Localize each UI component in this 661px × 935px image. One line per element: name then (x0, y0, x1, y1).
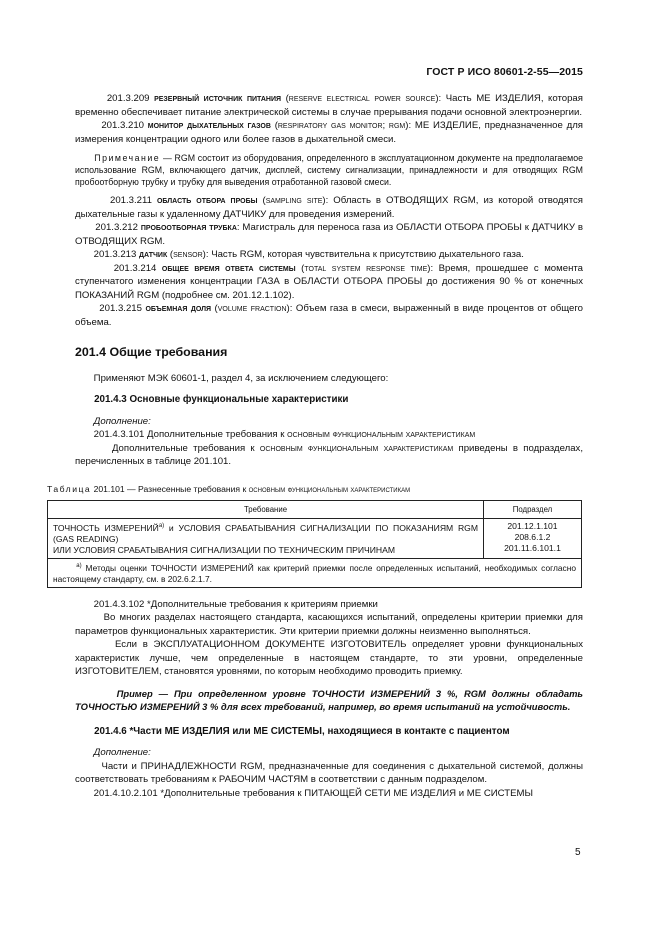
caption-label: Таблица (47, 483, 92, 494)
main-content (47, 92, 584, 800)
term-text: : Часть RGM, которая чувствительна к присутствию дыхательного газа. (205, 249, 524, 260)
term-number: 201.3.209 (106, 93, 150, 104)
req-text-3: ИЛИ УСЛОВИЯ СРАБАТЫВАНИЯ СИГНАЛИЗАЦИИ ПО ТЕХНИЧЕСКИМ ПРИЧИНАМ (53, 544, 396, 555)
subsection-heading-201-4-6 (75, 725, 583, 739)
subclause-ref: 201.12.1.101 (507, 521, 558, 531)
paragraph-201-4-3-102 (75, 598, 583, 612)
paragraph-201-4-10-2-101 (75, 787, 583, 801)
requirement-cell (48, 519, 484, 559)
para-text: 201.4.3.101 Дополнительные требования к (93, 429, 288, 440)
term-english: (reserve electrical power source) (285, 93, 439, 104)
term: объемная доля (145, 303, 212, 314)
definition-215 (75, 302, 583, 329)
subclause-cell (484, 519, 582, 559)
column-header-subclause: Подраздел (484, 501, 582, 519)
term-number: 201.3.212 (95, 222, 138, 233)
note-text: — RGM состоит из оборудования, определенного в эксплуатационном документе на предполагаемое использование RGM, включающего датчик, дисплей, систему сигнализации, принадлежности и для отводящих RGM пробоотборную трубку и трубку для выведения отработанной газовой смеси. (75, 153, 584, 187)
term-text: : Время, прошедшее с момента ступенчатого изменения концентрации ГАЗА в ОБЛАСТИ ОТБОРА ПРОБЫ до достижения 90 % от конечных ПОКАЗАНИЙ RGM (подробнее см. 201.12.1.102). (75, 262, 583, 301)
heading-text: 201.4.3 Основные функциональные характеристики (94, 394, 349, 405)
term-text: : Магистраль для переноса газа из ОБЛАСТИ ОТБОРА ПРОБЫ к ДАТЧИКУ в ОТВОДЯЩИХ RGM. (75, 222, 583, 247)
term: датчик (139, 249, 168, 260)
req-text: ТОЧНОСТЬ ИЗМЕРЕНИЙ (53, 522, 159, 533)
term-english: (total system response time) (301, 262, 431, 274)
para-term: основным функциональным характеристикам (259, 442, 454, 454)
term-text: : Часть МЕ ИЗДЕЛИЯ, которая временно обеспечивает питание электрической системы в случае прерывания подачи основной электроэнергии. (75, 93, 583, 118)
paragraph-acceptance (75, 611, 583, 638)
intro-text: Применяют МЭК 60601-1, раздел 4, за исключением следующего: (93, 372, 389, 384)
definition-210 (75, 119, 583, 146)
caption-term: основным функциональным характеристикам (248, 483, 411, 494)
para-text: 201.4.10.2.101 *Дополнительные требования к ПИТАЮЩЕЙ СЕТИ МЕ ИЗДЕЛИЯ и МЕ СИСТЕМЫ (93, 787, 534, 799)
paragraph-additional-reqs (75, 442, 583, 469)
term: монитор дыхательных газов (147, 120, 271, 131)
caption-text: 201.101 — Разнесенные требования к (91, 483, 249, 494)
footnote-ref: а) (158, 523, 165, 529)
term-text: : Область в ОТВОДЯЩИХ RGM, из которой отводятся дыхательные газы к удаленному ДАТЧИКУ для проведения измерений. (75, 195, 583, 220)
addition-text: Дополнение: (93, 415, 151, 427)
table-header-row (48, 501, 582, 519)
para-text: Дополнительные требования к (111, 442, 260, 454)
heading-text: 201.4.6 *Части МЕ ИЗДЕЛИЯ или МЕ СИСТЕМЫ, находящиеся в контакте с пациентом (94, 725, 510, 737)
standard-header: ГОСТ Р ИСО 80601-2-55—2015 (426, 66, 583, 78)
table-row (48, 519, 582, 559)
subsection-heading-201-4-3 (75, 393, 583, 407)
paragraph-applied-parts (75, 760, 583, 787)
addition-label-2 (75, 746, 583, 760)
footnote-text: Методы оценки ТОЧНОСТИ ИЗМЕРЕНИЙ как критерий приемки после определенных испытаний, необходимых согласно настоящему стандарту, см. в 202.6.2.1.7. (53, 562, 576, 584)
table-footnote-row (48, 558, 582, 587)
para-term: основным функциональным характеристикам (287, 429, 476, 440)
definition-212 (75, 221, 583, 248)
subclause-ref: 208.6.1.2 (514, 532, 551, 542)
spacer (75, 588, 583, 598)
term-number: 201.3.210 (101, 120, 144, 131)
note (75, 152, 583, 188)
term: резервный источник питания (154, 93, 282, 104)
term-english: (sensor) (169, 249, 206, 260)
term-english: (respiratory gas monitor; rgm) (274, 120, 409, 131)
table-caption (47, 483, 583, 497)
definition-213 (75, 248, 583, 262)
req-text-2: и УСЛОВИЯ СРАБАТЫВАНИЯ СИГНАЛИЗАЦИИ ПО ПОКАЗАНИЯМ RGM (GAS READING) (53, 522, 478, 544)
table-footnote (48, 558, 582, 587)
term: общее время ответа системы (161, 262, 296, 274)
page-number: 5 (575, 847, 581, 858)
term-english: (volume fraction) (214, 303, 290, 314)
example-paragraph (75, 687, 583, 713)
para-text: Если в ЭКСПЛУАТАЦИОННОМ ДОКУМЕНТЕ ИЗГОТОВИТЕЛЬ определяет уровни функциональных характеристик лучше, чем определенные в настоящем стандарте, то эти уровни, определенные ИЗГОТОВИТЕЛЕМ, становятся уровнями, по которым необходимо проводить приемку. (75, 639, 583, 678)
definition-209 (75, 92, 583, 119)
requirements-table (47, 500, 582, 588)
para-text: Части и ПРИНАДЛЕЖНОСТИ RGM, предназначенные для соединения с дыхательной системой, должны соответствовать требованиям к РАБОЧИМ ЧАСТЯМ в соответствии с данным подразделом. (75, 760, 583, 786)
column-header-requirement: Требование (48, 501, 484, 519)
term-number: 201.3.213 (93, 249, 137, 260)
example-text: Пример — При определенном уровне ТОЧНОСТИ ИЗМЕРЕНИЙ 3 %, RGM должны обладать ТОЧНОСТЬЮ ИЗМЕРЕНИЙ 3 % для всех требований, например, во время испытаний на устойчивость. (75, 687, 583, 712)
term-number: 201.3.214 (113, 262, 157, 274)
term-text: : МЕ ИЗДЕЛИЕ, предназначенное для измерения концентрации одного или более газов в дыхательной смеси. (75, 120, 583, 145)
section-intro (75, 372, 583, 386)
paragraph-201-4-3-101 (75, 428, 583, 442)
para-text: Во многих разделах настоящего стандарта, касающихся испытаний, определены критерии приемки для параметров функциональных характеристик. Эти критерии приемки должны неизменно выполняться. (75, 612, 583, 637)
addition-label (75, 415, 583, 429)
para-text: 201.4.3.102 *Дополнительные требования к критериям приемки (93, 598, 378, 610)
term-number: 201.3.211 (110, 195, 152, 206)
subclause-ref: 201.11.6.101.1 (504, 543, 561, 553)
term-number: 201.3.215 (99, 303, 142, 314)
para-text-end: приведены в подразделах, перечисленных в таблице 201.101. (75, 442, 583, 467)
term: область отбора пробы (156, 195, 258, 206)
term-text: : Объем газа в смеси, выраженный в виде процентов от общего объема. (75, 303, 583, 328)
term-english: (sampling site) (262, 195, 326, 206)
section-heading-201-4: 201.4 Общие требования (75, 345, 228, 359)
paragraph-manufacturer-levels (75, 638, 583, 679)
addition-text: Дополнение: (93, 747, 151, 759)
term: пробоотборная трубка (140, 222, 237, 233)
note-label: Примечание (94, 153, 161, 163)
footnote-marker: а) (76, 562, 82, 569)
definition-211 (75, 194, 583, 221)
definition-214 (75, 262, 583, 303)
